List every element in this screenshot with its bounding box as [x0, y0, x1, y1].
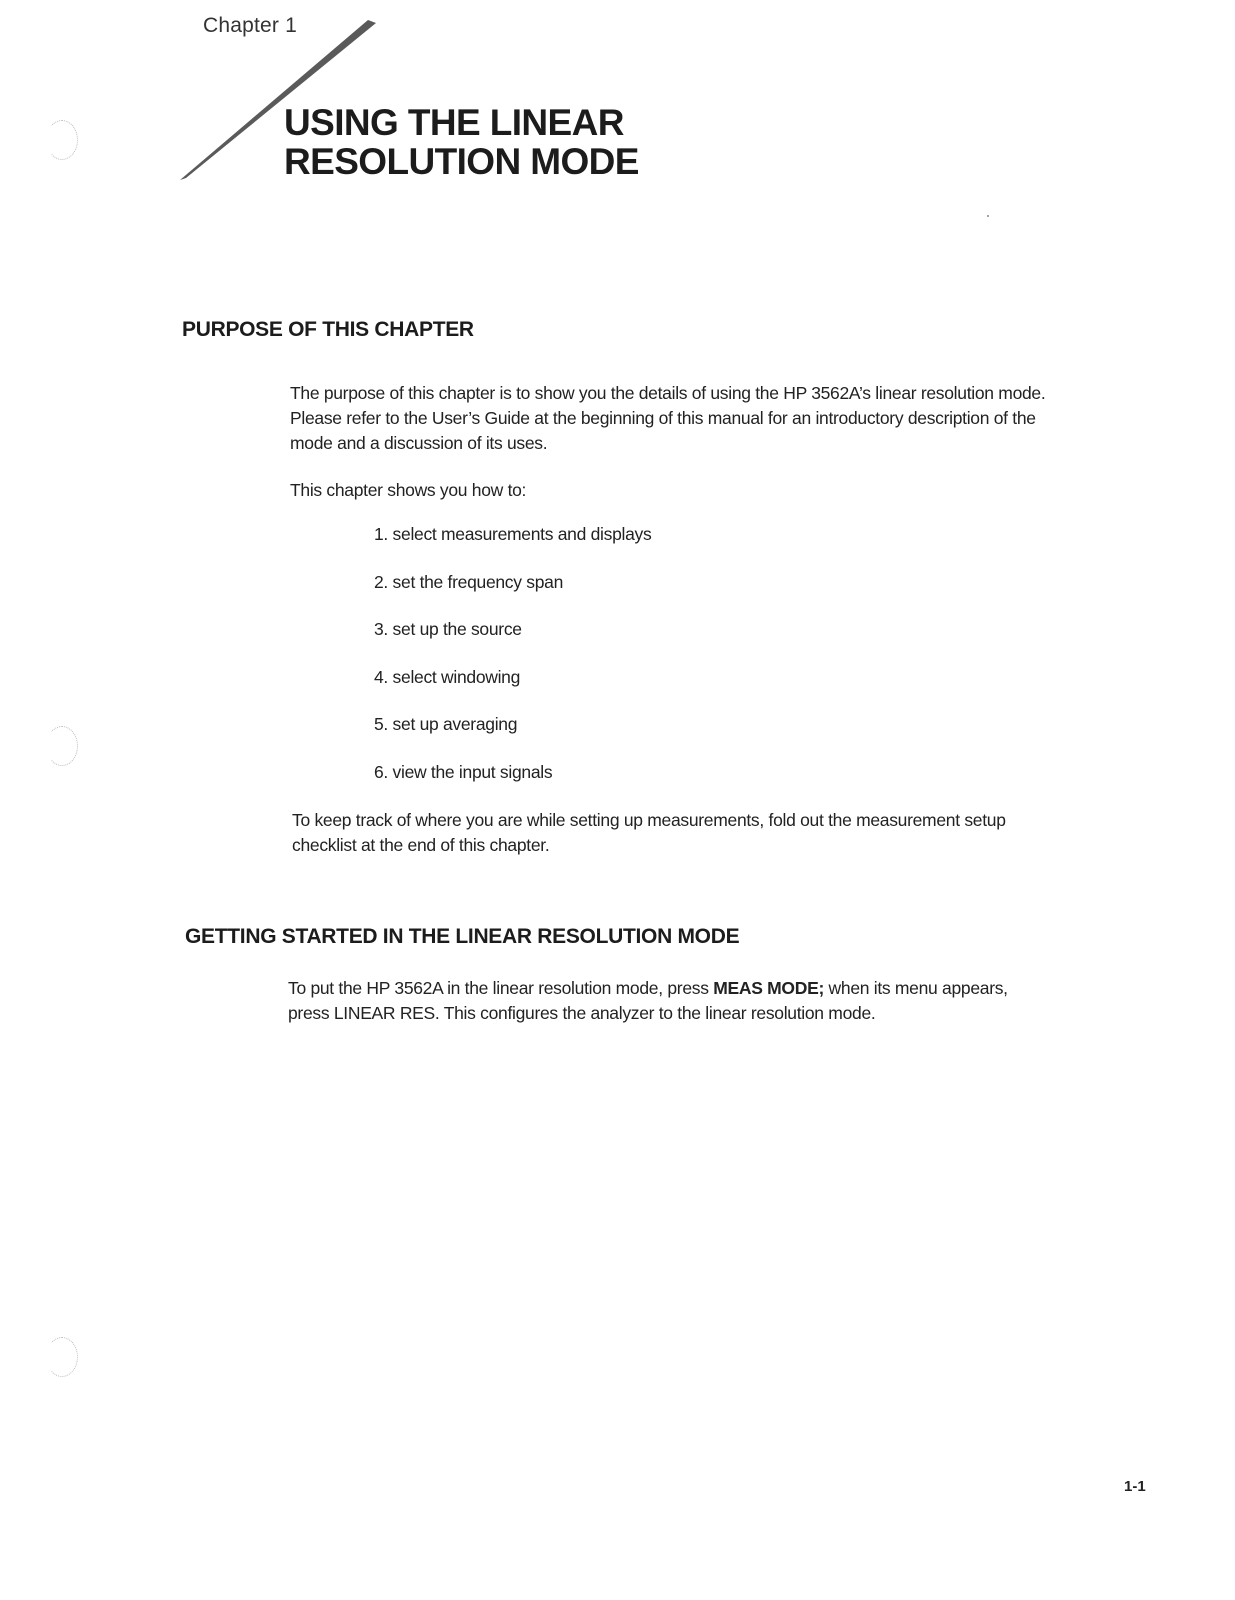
punch-hole-mark [46, 726, 78, 766]
punch-hole-mark [46, 1337, 78, 1377]
text-before-key: To put the HP 3562A in the linear resolution mode, press [288, 978, 714, 998]
scan-speck [987, 215, 989, 217]
section-heading-getting-started: GETTING STARTED IN THE LINEAR RESOLUTION MODE [185, 925, 740, 948]
title-line-1: USING THE LINEAR [284, 102, 624, 143]
chapter-label: Chapter 1 [203, 14, 298, 37]
checklist-paragraph: To keep track of where you are while setting up measurements, fold out the measurement setup checklist at the end of this chapter. [292, 810, 1006, 855]
list-item: 6. view the input signals [374, 761, 553, 782]
title-line-2: RESOLUTION MODE [284, 141, 639, 182]
text-after-key: when its menu appears, press LINEAR RES. This configures the analyzer to the linear resolution mode. [288, 978, 1008, 1023]
getting-started-paragraph [288, 976, 1048, 1026]
page-number: 1-1 [1124, 1478, 1146, 1495]
list-item: 3. set up the source [374, 619, 522, 639]
list-item: 2. set the frequency span [374, 571, 564, 592]
chapter-title [284, 103, 639, 181]
list-item: 4. select windowing [374, 666, 521, 687]
purpose-paragraph: The purpose of this chapter is to show you the details of using the HP 3562A’s linear resolution mode. Please refer to the User’s Guide at the beginning of this manual for an introductory description of the mode and a discussion of its uses. [290, 383, 1046, 453]
meas-mode-key: MEAS MODE; [713, 978, 824, 998]
chapter-topics-list [374, 524, 651, 809]
intro-list-paragraph: This chapter shows you how to: [290, 480, 527, 500]
punch-hole-mark [46, 120, 78, 160]
section-heading-purpose: PURPOSE OF THIS CHAPTER [182, 318, 474, 341]
list-item: 5. set up averaging [374, 714, 518, 734]
list-item: 1. select measurements and displays [374, 524, 652, 544]
